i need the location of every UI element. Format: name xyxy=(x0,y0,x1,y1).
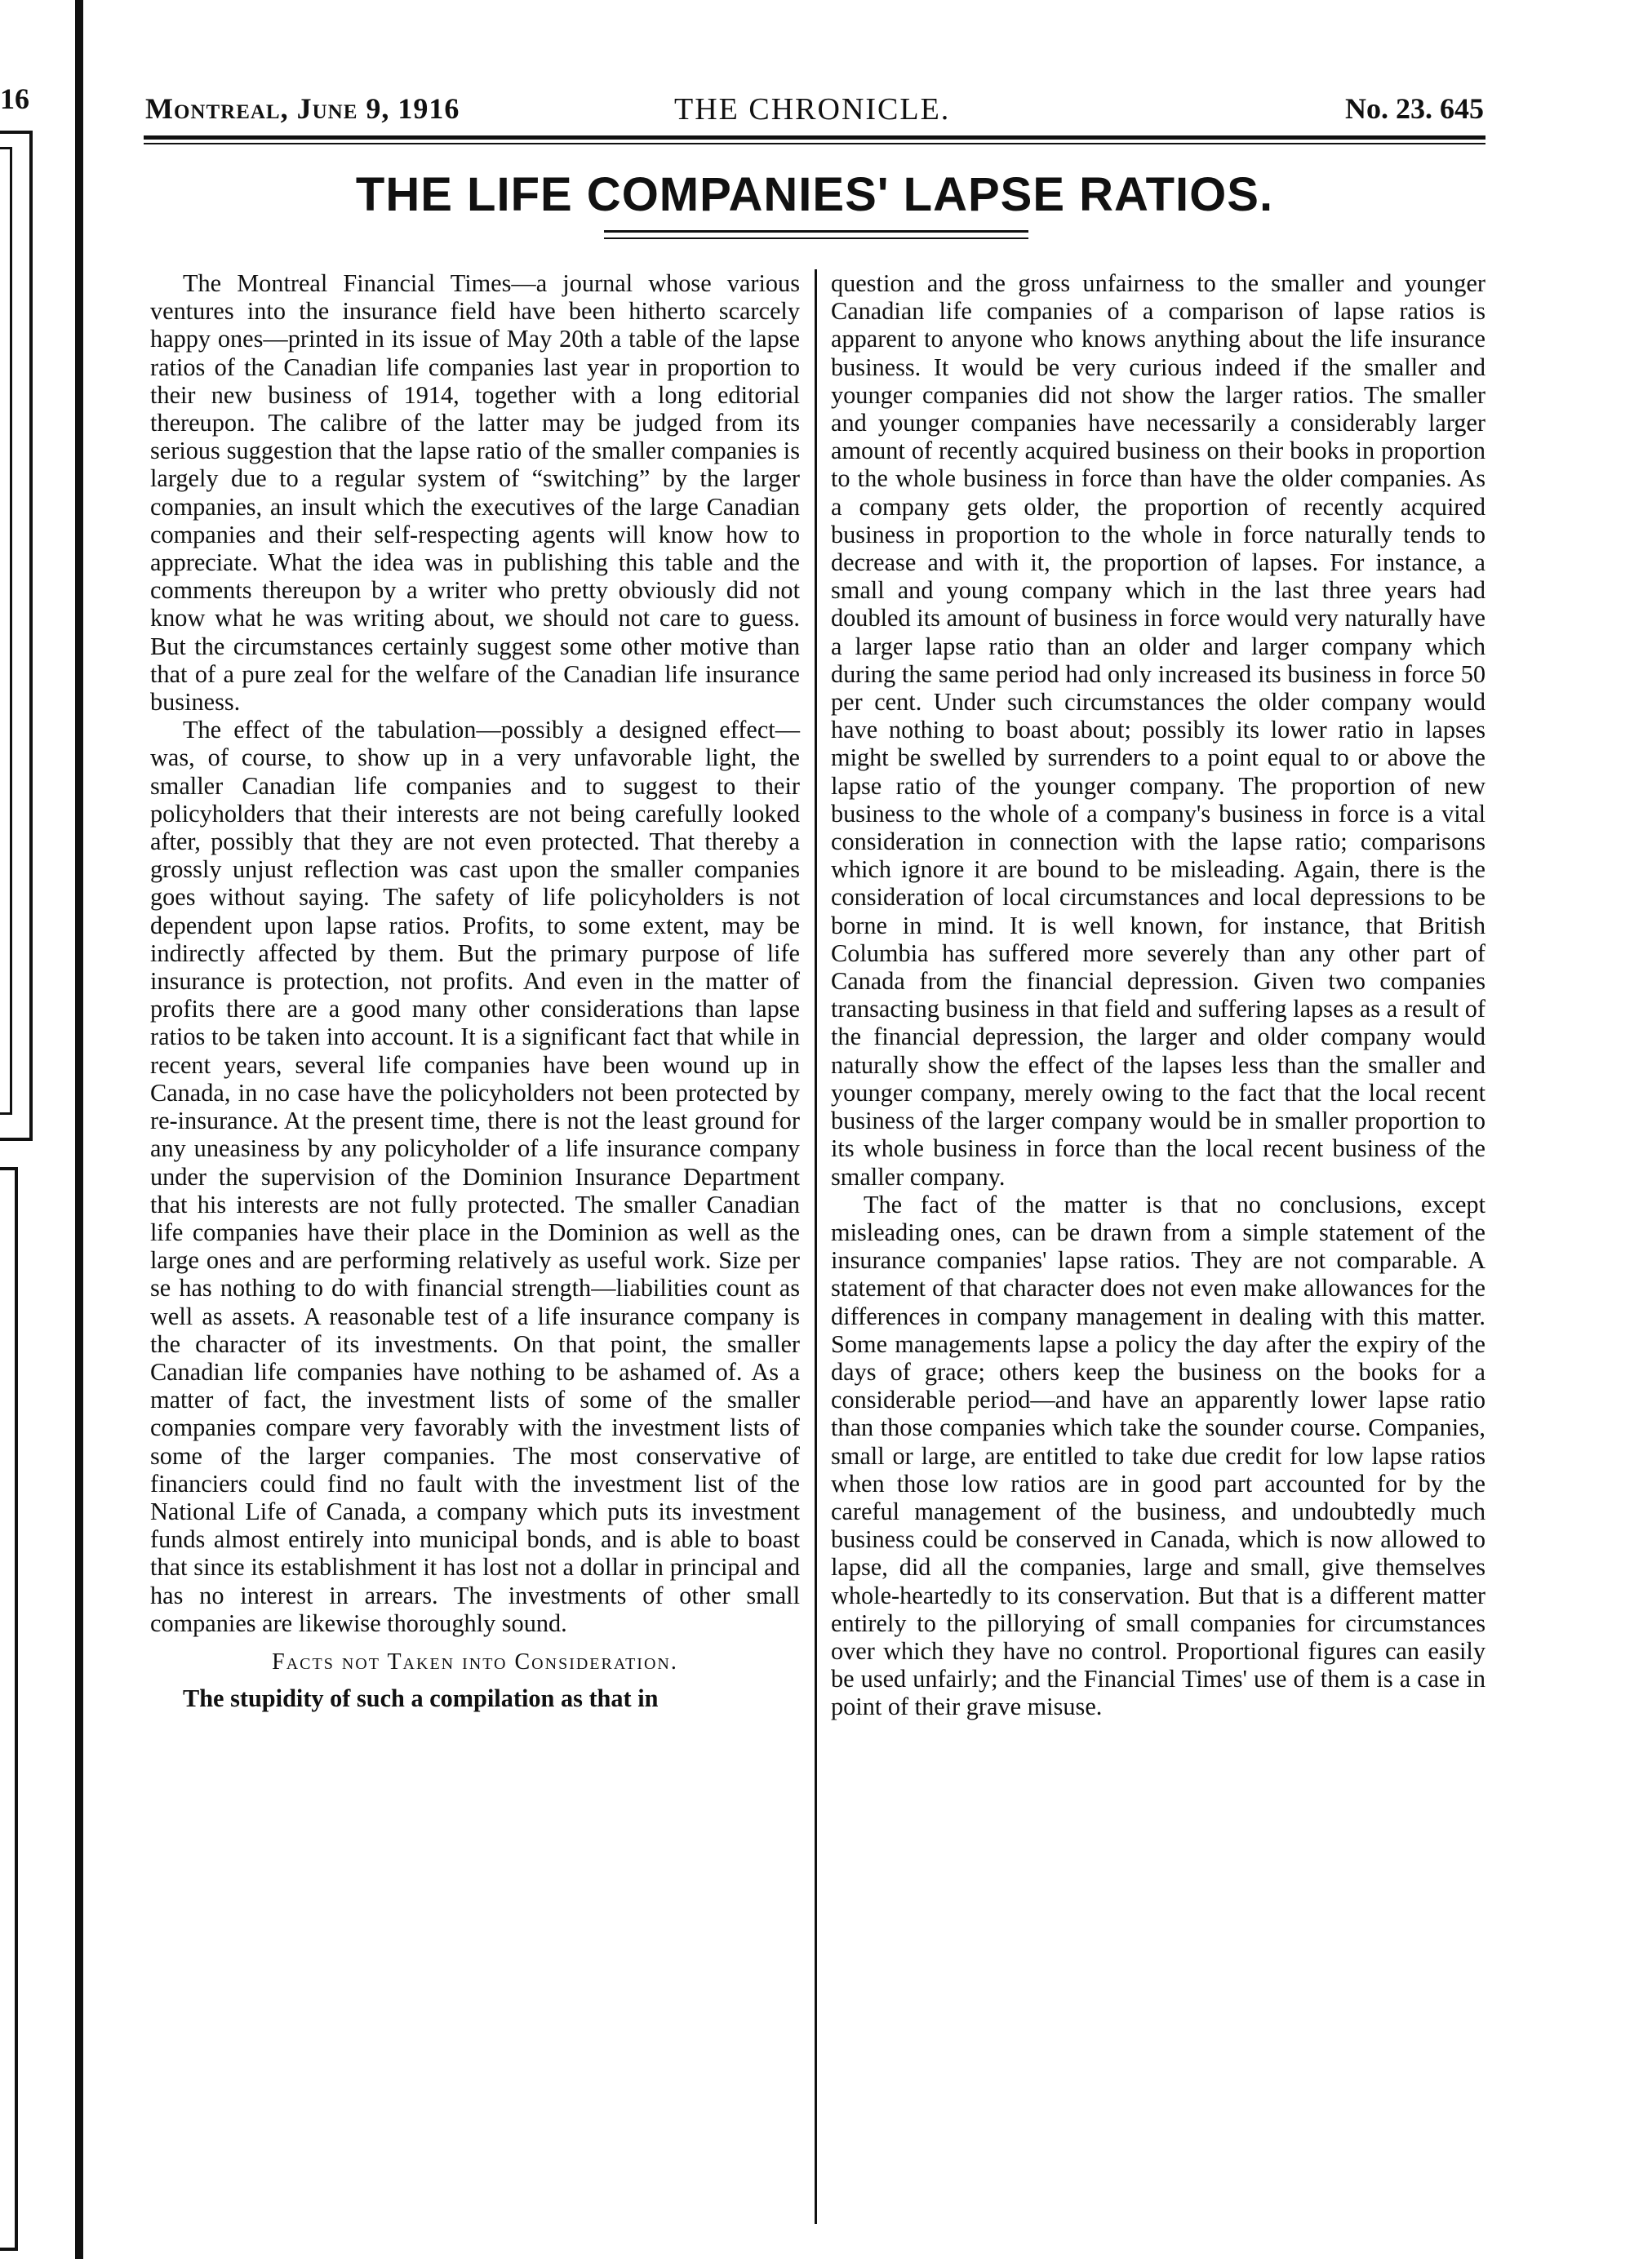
column-left xyxy=(150,269,800,1712)
previous-page-edge xyxy=(0,0,80,2259)
previous-page-number: 16 xyxy=(0,82,29,115)
header-publication: THE CHRONICLE. xyxy=(674,92,951,126)
running-header xyxy=(145,91,1484,132)
header-issue-page: No. 23. 645 xyxy=(1345,92,1484,125)
title-rule-upper xyxy=(604,230,1028,233)
subheading: Facts not Taken into Consideration. xyxy=(272,1649,678,1675)
column-right xyxy=(831,269,1485,1721)
previous-page-inner-border xyxy=(0,147,12,1115)
page-gutter-line xyxy=(75,0,83,2259)
paragraph-4: The fact of the matter is that no conclusions, except misleading ones, can be drawn from a simple statement of the insurance companies' lapse ratios. They are not comparable. A statement of that character does not even make allowances for the differences in company management in dealing with this matter. Some managements lapse a policy the day after the expiry of the days of grace; others keep the business on the books for a considerable period—and have an apparently lower lapse ratio than those companies which take the sounder course. Companies, small or large, are entitled to take due credit for low lapse ratios when those low ratios are in good part accounted for by the careful management of the business, and undoubtedly much business could be conserved in Canada, which is now allowed to lapse, did all the companies, large and small, give themselves whole-heartedly to its conservation. But that is a different matter entirely to the pillorying of small companies for circumstances over which they have no control. Proportional figures can easily be used unfairly; and the Financial Times' use of them is a case in point of their grave misuse. xyxy=(831,1190,1485,1721)
header-rule-thin xyxy=(144,143,1485,144)
paragraph-3-continued: question and the gross unfairness to the smaller and younger Canadian life companies of a comparison of lapse ratios is apparent to anyone who knows anything about the life insurance business. It would be very curious indeed if the smaller and younger companies did not show the larger ratios. The smaller and younger companies have necessarily a considerably larger amount of recently acquired business on their books in proportion to the whole business in force than have the older companies. As a company gets older, the proportion of recently acquired business in proportion to the whole in force naturally tends to decrease and with it, the proportion of lapses. For instance, a small and young company which in the last three years had doubled its amount of business in force would very naturally have a larger lapse ratio than an older and larger company which during the same period had only increased its business in force 50 per cent. Under such circumstances the older company would have nothing to boast about; possibly its lower ratio in lapses might be swelled by surrenders to a point equal to or above the lapse ratio of the younger company. The proportion of new business to the whole of a company's business in force is a vital consideration in connection with the lapse ratio; comparisons which ignore it are bound to be misleading. Again, there is the consideration of local circumstances and local depressions to be borne in mind. It is well known, for instance, that British Columbia has suffered more severely than any other part of Canada from the financial depression. Given two companies transacting business in that field and suffering lapses as a result of the financial depression, the larger and older company would naturally show the effect of the lapses less than the smaller and younger company, merely owing to the fact that the local recent business of the larger company would be in smaller proportion to its whole business in force than the local recent business of the smaller company. xyxy=(831,269,1485,1191)
header-rule-thick xyxy=(144,135,1485,140)
paragraph-2: The effect of the tabulation—possibly a designed effect—was, of course, to show up in a very unfavorable light, the smaller Canadian life companies and to suggest to their policyholders that their interests are not being carefully looked after, possibly that they are not even protected. That thereby a grossly unjust reflection was cast upon the smaller companies goes without saying. The safety of life policyholders is not dependent upon lapse ratios. Profits, to some extent, may be indirectly affected by them. But the primary purpose of life insurance is protection, not profits. And even in the matter of profits there are a good many other considerations than lapse ratios to be taken into account. It is a significant fact that while in recent years, several life companies have been wound up in Canada, in no case have the policyholders not been protected by re-insurance. At the present time, there is not the least ground for any uneasiness by any policyholder of a life insurance company under the supervision of the Dominion Insurance Department that his interests are not fully protected. The smaller Canadian life companies have their place in the Dominion as well as the large ones and are performing relatively as useful work. Size per se has nothing to do with financial strength—liabilities count as well as assets. A reasonable test of a life insurance company is the character of its investments. On that point, the smaller Canadian life companies have nothing to be ashamed of. As a matter of fact, the investment lists of some of the smaller companies compare very favorably with the investment lists of some of the larger companies. The most conservative of financiers could find no fault with the investment list of the National Life of Canada, a company which puts its investment funds almost entirely into municipal bonds, and is able to boast that since its establishment it has lost not a dollar in principal and has no interest in arrears. The investments of other small companies are likewise thoroughly sound. xyxy=(150,716,800,1637)
previous-page-lower-border xyxy=(0,1167,18,2251)
paragraph-3-start: The stupidity of such a compilation as that in xyxy=(183,1684,659,1713)
paragraph-1: The Montreal Financial Times—a journal whose various ventures into the insurance field have been hitherto scarcely happy ones—printed in its issue of May 20th a table of the lapse ratios of the Canadian life companies last year in proportion to their new business of 1914, together with a long editorial thereupon. The calibre of the latter may be judged from its serious suggestion that the lapse ratio of the smaller companies is largely due to a regular system of “switching” by the larger companies, an insult which the executives of the large Canadian companies and their self-respecting agents will know how to appreciate. What the idea was in publishing this table and the comments thereupon by a writer who pretty obviously did not know what he was writing about, we should not care to guess. But the circumstances certainly suggest some other motive than that of a pure zeal for the welfare of the Canadian life insurance business. xyxy=(150,269,800,717)
article-title: THE LIFE COMPANIES' LAPSE RATIOS. xyxy=(355,168,1274,221)
header-date: Montreal, June 9, 1916 xyxy=(145,92,460,125)
column-divider xyxy=(815,269,817,2224)
title-rule-lower xyxy=(604,237,1028,239)
